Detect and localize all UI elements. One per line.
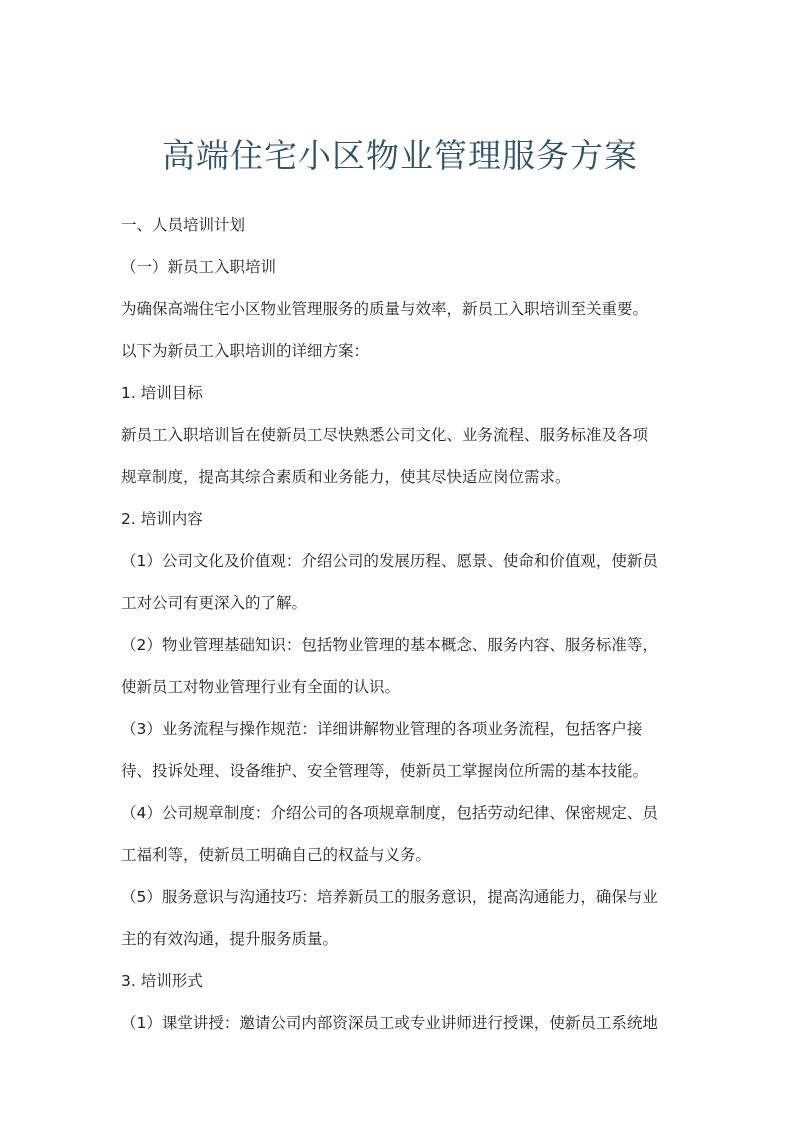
paragraph-line: 规章制度，提高其综合素质和业务能力，使其尽快适应岗位需求。	[121, 468, 571, 486]
paragraph-line: 待、投诉处理、设备维护、安全管理等，使新员工掌握岗位所需的基本技能。	[121, 762, 649, 780]
subsection-heading: （一）新员工入职培训	[121, 258, 277, 276]
paragraph-line: （2）物业管理基础知识：包括物业管理的基本概念、服务内容、服务标准等，	[121, 636, 658, 654]
paragraph-line: （3）业务流程与操作规范：详细讲解物业管理的各项业务流程，包括客户接	[121, 720, 643, 738]
paragraph-line: 以下为新员工入职培训的详细方案：	[121, 342, 370, 360]
paragraph-line: 新员工入职培训旨在使新员工尽快熟悉公司文化、业务流程、服务标准及各项	[121, 426, 649, 444]
section-heading: 一、人员培训计划	[121, 216, 246, 234]
item-heading: 1. 培训目标	[121, 384, 203, 402]
paragraph-line: 为确保高端住宅小区物业管理服务的质量与效率，新员工入职培训至关重要。	[121, 300, 649, 318]
paragraph-line: （5）服务意识与沟通技巧：培养新员工的服务意识，提高沟通能力，确保与业	[121, 888, 658, 906]
document-title: 高端住宅小区物业管理服务方案	[162, 136, 638, 175]
paragraph-line: （4）公司规章制度：介绍公司的各项规章制度，包括劳动纪律、保密规定、员	[121, 804, 658, 822]
paragraph-line: （1）公司文化及价值观：介绍公司的发展历程、愿景、使命和价值观，使新员	[121, 552, 658, 570]
item-heading: 3. 培训形式	[121, 972, 203, 990]
paragraph-line: 使新员工对物业管理行业有全面的认识。	[121, 678, 401, 696]
paragraph-line: 工福利等，使新员工明确自己的权益与义务。	[121, 846, 432, 864]
paragraph-line: 主的有效沟通，提升服务质量。	[121, 930, 339, 948]
document-body	[121, 204, 685, 1044]
item-heading: 2. 培训内容	[121, 510, 203, 528]
paragraph-line: （1）课堂讲授：邀请公司内部资深员工或专业讲师进行授课，使新员工系统地	[121, 1014, 658, 1032]
paragraph-line: 工对公司有更深入的了解。	[121, 594, 308, 612]
